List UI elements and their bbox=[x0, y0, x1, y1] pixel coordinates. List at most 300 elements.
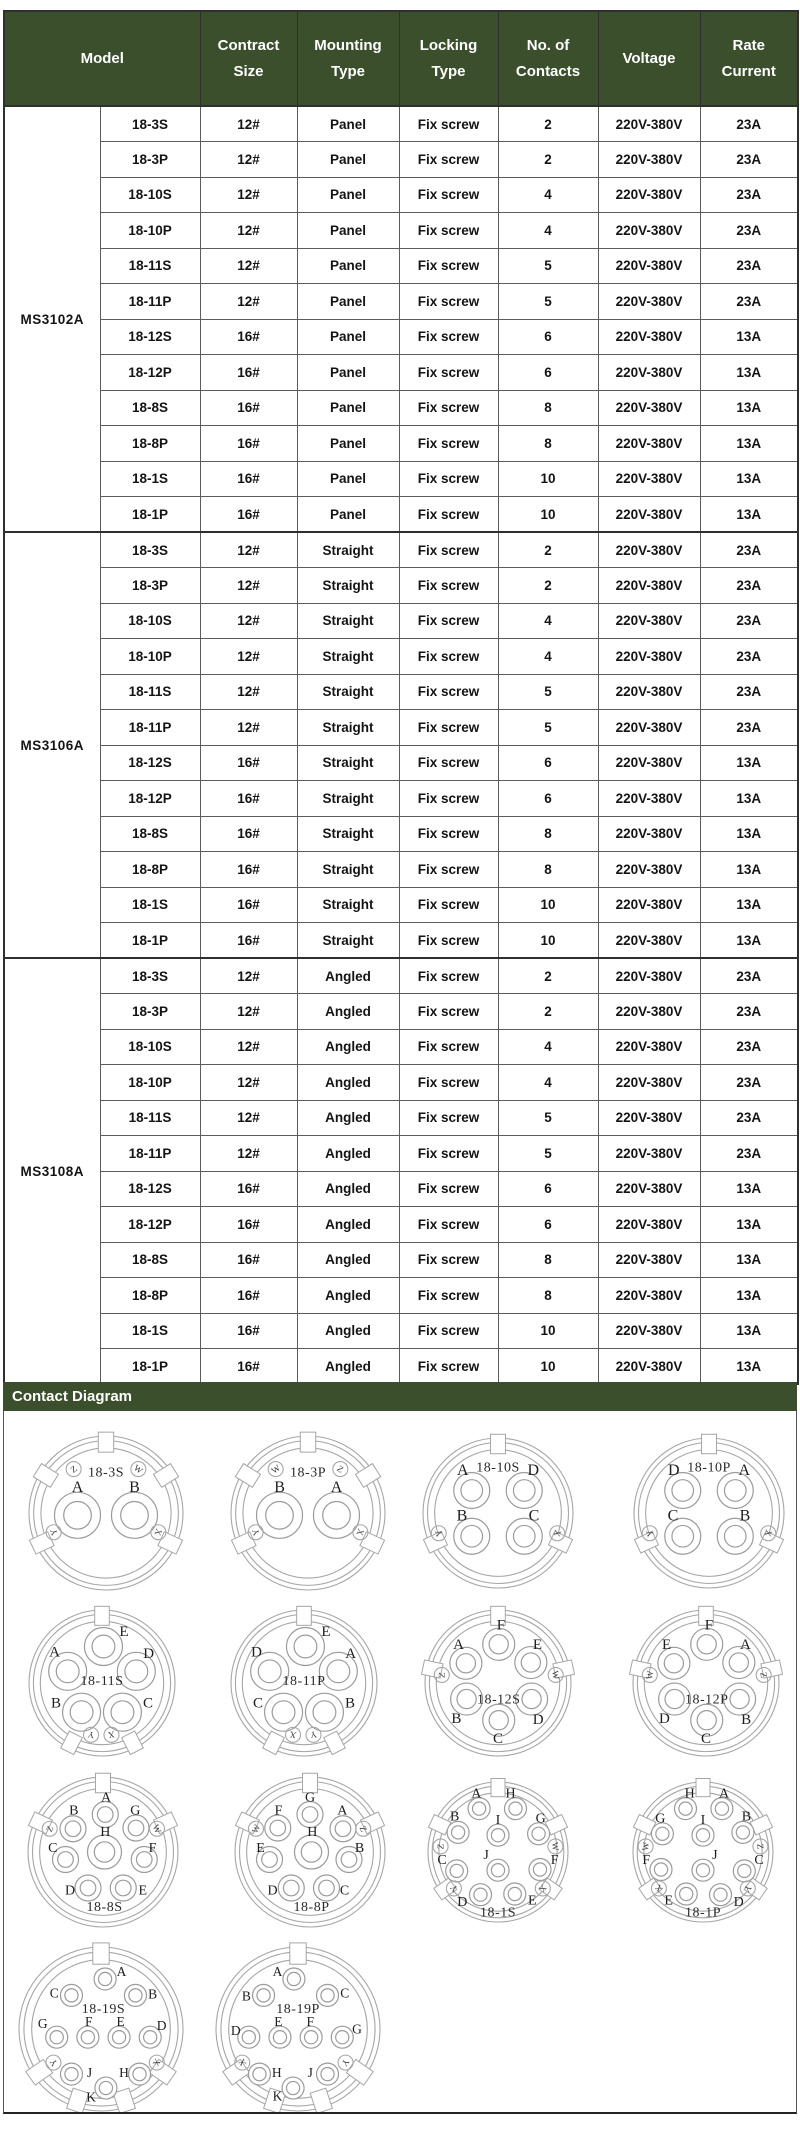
cell-contacts: 8 bbox=[498, 1278, 598, 1314]
cell-model: 18-10S bbox=[100, 1029, 200, 1065]
table-row bbox=[4, 852, 798, 888]
contact-pin-c bbox=[672, 1525, 694, 1547]
cell-voltage: 220V-380V bbox=[598, 816, 700, 852]
keyway-tab bbox=[290, 1943, 306, 1964]
contact-pin-c bbox=[697, 1711, 716, 1730]
guide-screw-letter-w: W bbox=[249, 1822, 263, 1835]
cell-contract-size: 16# bbox=[200, 1242, 297, 1278]
cell-mounting-type: Angled bbox=[297, 1136, 399, 1172]
cell-voltage: 220V-380V bbox=[598, 1207, 700, 1243]
contact-label-a: A bbox=[456, 1461, 469, 1479]
contact-label-a: A bbox=[337, 1803, 348, 1819]
contact-label-b: B bbox=[241, 1988, 251, 2004]
cell-contacts: 5 bbox=[498, 284, 598, 320]
table-row bbox=[4, 887, 798, 923]
cell-contacts: 6 bbox=[498, 1171, 598, 1207]
cell-contract-size: 12# bbox=[200, 994, 297, 1030]
contact-label-d: D bbox=[143, 1645, 155, 1662]
contact-label-b: B bbox=[148, 1986, 158, 2002]
contact-pin-f bbox=[305, 2031, 318, 2044]
contact-pin-e bbox=[664, 1654, 683, 1673]
contact-pin-b bbox=[736, 1826, 749, 1839]
cell-voltage: 220V-380V bbox=[598, 745, 700, 781]
cell-contract-size: 16# bbox=[200, 1171, 297, 1207]
guide-screw-letter-y: Y bbox=[741, 1882, 754, 1895]
connector-diagram-18-8p bbox=[235, 1773, 385, 1927]
cell-contract-size: 16# bbox=[200, 781, 297, 817]
cell-current: 13A bbox=[700, 781, 798, 817]
contact-pin-j bbox=[321, 2068, 334, 2081]
contact-label-c: C bbox=[754, 1852, 764, 1868]
column-header-model: Model bbox=[4, 11, 200, 106]
column-header-no-of-contacts: No. of Contacts bbox=[498, 11, 598, 106]
diagram-model-name: 18-19P bbox=[276, 2001, 320, 2017]
cell-voltage: 220V-380V bbox=[598, 1100, 700, 1136]
shell-ring bbox=[637, 1786, 769, 1921]
cell-voltage: 220V-380V bbox=[598, 426, 700, 462]
diagram-model-name: 18-12S bbox=[477, 1692, 521, 1708]
contact-pin-d bbox=[665, 1689, 684, 1708]
contact-pin-h bbox=[509, 1802, 522, 1815]
cell-model: 18-1S bbox=[100, 887, 200, 923]
cell-contract-size: 16# bbox=[200, 426, 297, 462]
cell-contract-size: 12# bbox=[200, 106, 297, 142]
cell-contacts: 10 bbox=[498, 1313, 598, 1349]
contact-label-f: F bbox=[642, 1852, 651, 1868]
cell-model: 18-11P bbox=[100, 710, 200, 746]
guide-screw-letter-w: W bbox=[131, 1462, 145, 1476]
cell-voltage: 220V-380V bbox=[598, 887, 700, 923]
contact-label-j: J bbox=[483, 1848, 489, 1863]
contact-label-b: B bbox=[274, 1479, 285, 1497]
series-group-ms3106a bbox=[4, 532, 798, 958]
contact-label-d: D bbox=[267, 1883, 278, 1899]
cell-contract-size: 16# bbox=[200, 390, 297, 426]
cell-mounting-type: Angled bbox=[297, 958, 399, 994]
cell-voltage: 220V-380V bbox=[598, 319, 700, 355]
diagram-model-name: 18-3P bbox=[290, 1465, 326, 1481]
table-row bbox=[4, 958, 798, 994]
contact-label-k: K bbox=[86, 2089, 97, 2105]
cell-model: 18-12P bbox=[100, 355, 200, 391]
cell-locking-type: Fix screw bbox=[399, 994, 498, 1030]
connector-diagram-18-19s bbox=[19, 1943, 183, 2112]
contact-label-c: C bbox=[492, 1731, 504, 1748]
cell-contract-size: 16# bbox=[200, 497, 297, 533]
contact-pin-e bbox=[508, 1887, 521, 1900]
cell-current: 23A bbox=[700, 568, 798, 604]
cell-voltage: 220V-380V bbox=[598, 355, 700, 391]
cell-voltage: 220V-380V bbox=[598, 710, 700, 746]
table-row bbox=[4, 284, 798, 320]
table-row bbox=[4, 177, 798, 213]
cell-voltage: 220V-380V bbox=[598, 923, 700, 959]
contact-label-a: A bbox=[49, 1644, 60, 1661]
contact-pin-c bbox=[738, 1864, 751, 1877]
cell-locking-type: Fix screw bbox=[399, 248, 498, 284]
cell-model: 18-1P bbox=[100, 497, 200, 533]
keyway-tab bbox=[702, 1434, 717, 1454]
cell-contract-size: 16# bbox=[200, 461, 297, 497]
contact-pin-d bbox=[522, 1689, 541, 1708]
cell-locking-type: Fix screw bbox=[399, 1171, 498, 1207]
connector-diagram-18-8s bbox=[28, 1773, 178, 1927]
connector-diagram-18-1s bbox=[428, 1779, 568, 1923]
cell-mounting-type: Straight bbox=[297, 745, 399, 781]
table-header bbox=[4, 11, 798, 106]
table-row bbox=[4, 710, 798, 746]
contact-pin-a bbox=[473, 1802, 486, 1815]
cell-current: 13A bbox=[700, 887, 798, 923]
contact-label-g: G bbox=[130, 1803, 141, 1819]
cell-voltage: 220V-380V bbox=[598, 390, 700, 426]
keyway-tab bbox=[324, 1731, 346, 1755]
cell-current: 23A bbox=[700, 213, 798, 249]
cell-current: 23A bbox=[700, 1136, 798, 1172]
contact-label-g: G bbox=[535, 1811, 546, 1827]
shell-ring bbox=[231, 1436, 385, 1590]
keyway-tab bbox=[154, 1464, 179, 1488]
contact-pin-a bbox=[456, 1654, 475, 1673]
cell-contract-size: 16# bbox=[200, 1313, 297, 1349]
cell-contract-size: 16# bbox=[200, 816, 297, 852]
cell-current: 23A bbox=[700, 284, 798, 320]
contact-pin-c bbox=[489, 1711, 508, 1730]
contact-pin-f bbox=[533, 1863, 546, 1876]
contact-pin-d bbox=[672, 1480, 694, 1502]
diagram-model-name: 18-1P bbox=[685, 1905, 721, 1921]
cell-current: 13A bbox=[700, 390, 798, 426]
contact-pin-j bbox=[491, 1864, 504, 1877]
contact-label-b: B bbox=[739, 1507, 751, 1525]
connector-diagram-18-3s bbox=[29, 1432, 183, 1590]
contact-pin-k bbox=[286, 2081, 299, 2094]
cell-locking-type: Fix screw bbox=[399, 142, 498, 178]
cell-voltage: 220V-380V bbox=[598, 603, 700, 639]
guide-screw-letter-w: W bbox=[640, 1841, 652, 1852]
table-row bbox=[4, 426, 798, 462]
contact-label-g: G bbox=[352, 2021, 362, 2037]
table-row bbox=[4, 781, 798, 817]
cell-mounting-type: Straight bbox=[297, 603, 399, 639]
contact-label-e: E bbox=[256, 1840, 265, 1856]
contact-pin-a bbox=[724, 1480, 746, 1502]
contact-label-c: C bbox=[253, 1695, 264, 1712]
diagram-model-name: 18-8P bbox=[293, 1900, 330, 1915]
contact-label-f: F bbox=[84, 2014, 93, 2030]
cell-current: 13A bbox=[700, 319, 798, 355]
cell-mounting-type: Straight bbox=[297, 852, 399, 888]
cell-model: 18-1S bbox=[100, 1313, 200, 1349]
cell-contract-size: 12# bbox=[200, 603, 297, 639]
contact-label-c: C bbox=[48, 1840, 58, 1856]
cell-mounting-type: Panel bbox=[297, 390, 399, 426]
cell-contract-size: 16# bbox=[200, 1207, 297, 1243]
cell-locking-type: Fix screw bbox=[399, 958, 498, 994]
series-label-ms3102a: MS3102A bbox=[4, 106, 100, 532]
cell-current: 13A bbox=[700, 355, 798, 391]
cell-contacts: 4 bbox=[498, 639, 598, 675]
contact-pin-d bbox=[125, 1660, 148, 1683]
table-row bbox=[4, 142, 798, 178]
cell-model: 18-10P bbox=[100, 639, 200, 675]
cell-mounting-type: Angled bbox=[297, 1207, 399, 1243]
contact-label-i: I bbox=[700, 1813, 706, 1828]
table-row bbox=[4, 1065, 798, 1101]
guide-screw-letter-y: Y bbox=[643, 1528, 656, 1538]
cell-mounting-type: Straight bbox=[297, 639, 399, 675]
cell-voltage: 220V-380V bbox=[598, 639, 700, 675]
connector-diagram-18-3p bbox=[231, 1432, 385, 1590]
table-row bbox=[4, 497, 798, 533]
cell-locking-type: Fix screw bbox=[399, 639, 498, 675]
contact-pin-e bbox=[112, 2031, 125, 2044]
cell-mounting-type: Straight bbox=[297, 816, 399, 852]
cell-contract-size: 12# bbox=[200, 1136, 297, 1172]
contact-pin-e bbox=[294, 1635, 317, 1658]
cell-mounting-type: Panel bbox=[297, 461, 399, 497]
guide-screw-letter-z: Z bbox=[435, 1843, 446, 1850]
contact-pin-a bbox=[729, 1653, 748, 1672]
guide-screw-letter-x: X bbox=[107, 1729, 116, 1741]
guide-screw-letter-z: Z bbox=[755, 1843, 766, 1850]
shell-ring bbox=[428, 1782, 568, 1922]
contact-pin-b bbox=[70, 1701, 93, 1724]
table-row bbox=[4, 355, 798, 391]
guide-screw-letter-x: X bbox=[152, 1527, 165, 1538]
cell-contacts: 4 bbox=[498, 603, 598, 639]
contact-label-e: E bbox=[138, 1883, 148, 1899]
contact-pin-b bbox=[65, 1821, 81, 1837]
cell-mounting-type: Straight bbox=[297, 710, 399, 746]
contact-pin-a bbox=[64, 1502, 92, 1530]
table-row bbox=[4, 532, 798, 568]
diagram-model-name: 18-1S bbox=[480, 1905, 516, 1921]
contact-label-c: C bbox=[339, 1883, 350, 1899]
guide-screw-letter-z: Z bbox=[44, 1824, 56, 1834]
contact-label-c: C bbox=[340, 1985, 350, 2001]
cell-mounting-type: Angled bbox=[297, 1313, 399, 1349]
column-header-mounting-type: Mounting Type bbox=[297, 11, 399, 106]
cell-locking-type: Fix screw bbox=[399, 923, 498, 959]
guide-screw-letter-w: W bbox=[644, 1670, 656, 1680]
contact-label-h: H bbox=[307, 1825, 318, 1840]
cell-model: 18-1P bbox=[100, 923, 200, 959]
table-row bbox=[4, 568, 798, 604]
contact-label-b: B bbox=[129, 1479, 140, 1497]
cell-contacts: 8 bbox=[498, 816, 598, 852]
contact-label-d: D bbox=[64, 1883, 76, 1899]
cell-current: 23A bbox=[700, 248, 798, 284]
contact-pin-f bbox=[270, 1820, 286, 1836]
cell-current: 13A bbox=[700, 1349, 798, 1385]
guide-screw-letter-w: W bbox=[549, 1841, 561, 1852]
cell-contacts: 6 bbox=[498, 745, 598, 781]
cell-locking-type: Fix screw bbox=[399, 781, 498, 817]
diagram-model-name: 18-19S bbox=[81, 2001, 126, 2017]
table-row bbox=[4, 1207, 798, 1243]
contact-pin-b bbox=[730, 1689, 749, 1708]
cell-contract-size: 16# bbox=[200, 1349, 297, 1385]
cell-contacts: 8 bbox=[498, 390, 598, 426]
table-row bbox=[4, 1171, 798, 1207]
contact-pin-j bbox=[65, 2068, 78, 2081]
series-label-ms3106a: MS3106A bbox=[4, 532, 100, 958]
guide-screw-letter-w: W bbox=[150, 1822, 164, 1835]
cell-model: 18-1P bbox=[100, 1349, 200, 1385]
cell-contract-size: 12# bbox=[200, 213, 297, 249]
cell-locking-type: Fix screw bbox=[399, 568, 498, 604]
cell-model: 18-11P bbox=[100, 1136, 200, 1172]
table-row bbox=[4, 674, 798, 710]
cell-current: 23A bbox=[700, 177, 798, 213]
cell-current: 13A bbox=[700, 461, 798, 497]
contact-pin-c bbox=[65, 1989, 78, 2002]
contact-pin-i bbox=[696, 1829, 709, 1842]
diagram-model-name: 18-12P bbox=[685, 1692, 729, 1708]
shell-ring bbox=[633, 1782, 773, 1922]
contact-label-e: E bbox=[528, 1893, 537, 1909]
contact-pin-b bbox=[461, 1525, 483, 1547]
contact-label-g: G bbox=[37, 2015, 48, 2031]
contact-pin-d bbox=[513, 1480, 535, 1502]
contact-label-e: E bbox=[321, 1623, 331, 1640]
contact-pin-c bbox=[450, 1864, 463, 1877]
contact-pin-a bbox=[287, 1972, 300, 1985]
cell-mounting-type: Straight bbox=[297, 568, 399, 604]
table-row bbox=[4, 994, 798, 1030]
contact-pin-c bbox=[319, 1880, 335, 1896]
cell-current: 13A bbox=[700, 497, 798, 533]
cell-mounting-type: Panel bbox=[297, 106, 399, 142]
cell-contacts: 10 bbox=[498, 461, 598, 497]
contact-pin-c bbox=[58, 1852, 74, 1868]
contact-label-a: A bbox=[738, 1461, 751, 1479]
cell-locking-type: Fix screw bbox=[399, 816, 498, 852]
table-row bbox=[4, 106, 798, 142]
contact-pin-c bbox=[513, 1525, 535, 1547]
cell-locking-type: Fix screw bbox=[399, 497, 498, 533]
cell-current: 23A bbox=[700, 710, 798, 746]
contact-label-e: E bbox=[116, 2014, 125, 2030]
guide-screw-letter-x: X bbox=[236, 2057, 249, 2069]
cell-model: 18-8P bbox=[100, 852, 200, 888]
contact-label-a: A bbox=[100, 1790, 112, 1806]
cell-contacts: 6 bbox=[498, 355, 598, 391]
shell-ring bbox=[29, 1436, 183, 1590]
cell-current: 13A bbox=[700, 1278, 798, 1314]
contact-label-c: C bbox=[700, 1731, 712, 1748]
cell-contacts: 2 bbox=[498, 142, 598, 178]
cell-locking-type: Fix screw bbox=[399, 319, 498, 355]
guide-screw-letter-w: W bbox=[550, 1670, 562, 1680]
cell-contacts: 10 bbox=[498, 497, 598, 533]
table-row bbox=[4, 1278, 798, 1314]
cell-mounting-type: Panel bbox=[297, 213, 399, 249]
cell-locking-type: Fix screw bbox=[399, 674, 498, 710]
contact-pin-d bbox=[283, 1880, 299, 1896]
cell-contract-size: 16# bbox=[200, 852, 297, 888]
cell-contacts: 5 bbox=[498, 1100, 598, 1136]
cell-voltage: 220V-380V bbox=[598, 568, 700, 604]
cell-voltage: 220V-380V bbox=[598, 781, 700, 817]
cell-contract-size: 16# bbox=[200, 319, 297, 355]
cell-contacts: 5 bbox=[498, 710, 598, 746]
contact-pin-a bbox=[56, 1660, 79, 1683]
cell-voltage: 220V-380V bbox=[598, 106, 700, 142]
keyway-tab bbox=[310, 2088, 332, 2112]
cell-locking-type: Fix screw bbox=[399, 603, 498, 639]
guide-screw-letter-y: Y bbox=[86, 1729, 96, 1741]
cell-contacts: 2 bbox=[498, 568, 598, 604]
cell-mounting-type: Angled bbox=[297, 1029, 399, 1065]
guide-screw-letter-w: W bbox=[269, 1462, 283, 1476]
cell-voltage: 220V-380V bbox=[598, 1029, 700, 1065]
contact-pin-h bbox=[133, 2068, 146, 2081]
cell-current: 13A bbox=[700, 816, 798, 852]
diagram-model-name: 18-3S bbox=[88, 1465, 124, 1481]
contact-label-a: A bbox=[272, 1964, 283, 1980]
cell-locking-type: Fix screw bbox=[399, 177, 498, 213]
contact-label-a: A bbox=[471, 1786, 482, 1802]
table-row bbox=[4, 319, 798, 355]
cell-contacts: 2 bbox=[498, 106, 598, 142]
keyway-tab bbox=[356, 1464, 381, 1488]
contact-pin-g bbox=[128, 1820, 144, 1836]
cell-model: 18-8S bbox=[100, 1242, 200, 1278]
guide-screw-letter-z: Z bbox=[357, 1824, 369, 1834]
cell-current: 13A bbox=[700, 426, 798, 462]
cell-mounting-type: Panel bbox=[297, 248, 399, 284]
contact-label-c: C bbox=[437, 1852, 447, 1868]
cell-mounting-type: Angled bbox=[297, 1065, 399, 1101]
series-group-ms3108a bbox=[4, 958, 798, 1384]
guide-screw-letter-x: X bbox=[536, 1882, 549, 1895]
guide-screw-letter-y: Y bbox=[447, 1882, 460, 1895]
contact-pin-f bbox=[489, 1635, 508, 1654]
cell-contract-size: 12# bbox=[200, 958, 297, 994]
cell-contacts: 8 bbox=[498, 426, 598, 462]
contact-label-d: D bbox=[156, 2018, 167, 2034]
keyway-tab bbox=[235, 1464, 260, 1488]
cell-current: 23A bbox=[700, 142, 798, 178]
spec-sheet bbox=[3, 10, 797, 1385]
cell-current: 13A bbox=[700, 852, 798, 888]
diagram-model-name: 18-10P bbox=[687, 1460, 731, 1476]
contact-pin-d bbox=[242, 2031, 255, 2044]
contact-pin-e bbox=[521, 1653, 540, 1672]
keyway-tab bbox=[33, 1464, 58, 1488]
contact-label-j: J bbox=[307, 2064, 313, 2080]
contact-pin-d bbox=[80, 1880, 96, 1896]
column-header-contract-size: Contract Size bbox=[200, 11, 297, 106]
connector-diagram-18-12p bbox=[630, 1606, 783, 1756]
contact-label-j: J bbox=[712, 1848, 718, 1863]
cell-model: 18-3P bbox=[100, 142, 200, 178]
cell-mounting-type: Straight bbox=[297, 674, 399, 710]
table-row bbox=[4, 1100, 798, 1136]
guide-screw-letter-x: X bbox=[551, 1528, 564, 1538]
cell-current: 23A bbox=[700, 639, 798, 675]
cell-locking-type: Fix screw bbox=[399, 1349, 498, 1385]
cell-contract-size: 16# bbox=[200, 887, 297, 923]
cell-model: 18-12S bbox=[100, 319, 200, 355]
contact-label-b: B bbox=[741, 1809, 752, 1825]
contact-pin-f bbox=[81, 2031, 94, 2044]
cell-current: 13A bbox=[700, 1242, 798, 1278]
cell-contract-size: 12# bbox=[200, 1065, 297, 1101]
contact-pin-h bbox=[301, 1842, 321, 1862]
